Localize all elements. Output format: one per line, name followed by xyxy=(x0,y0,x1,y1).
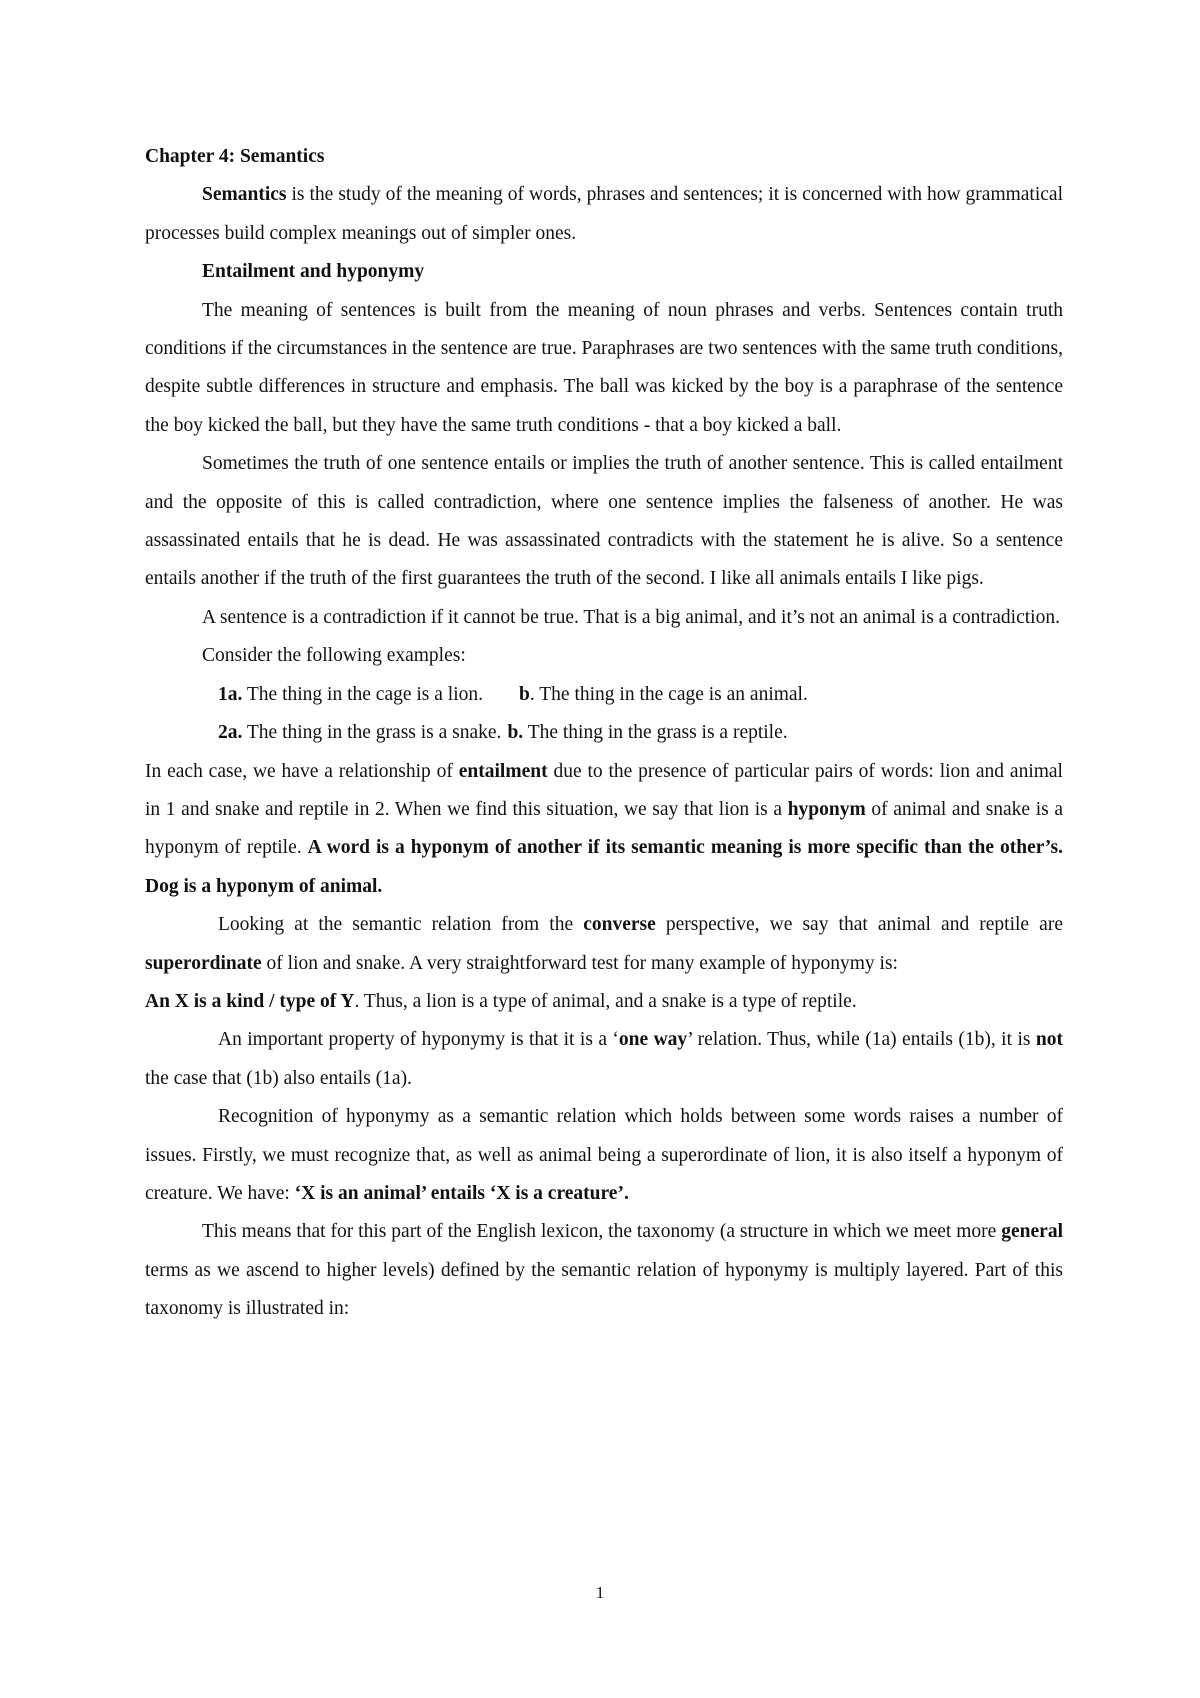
example-1b-label: b xyxy=(519,683,530,705)
paragraph-entailment: Sometimes the truth of one sentence entails or implies the truth of another sentence. This is called entailment and the opposite of this is called contradiction, where one sentence implies the falseness of another. He was assassinated entails that he is dead. He was assassinated contradicts with the statement he is alive. So a sentence entails another if the truth of the first guarantees the truth of the second. I like all animals entails I like pigs. xyxy=(145,453,1063,590)
intro-paragraph xyxy=(145,176,1063,253)
example-1a-label: 1a. xyxy=(218,683,243,705)
chapter-title: Chapter 4: Semantics xyxy=(145,146,325,167)
entailment-term: entailment xyxy=(458,760,548,782)
text-run: Recognition of hyponymy as a semantic relation which holds between some words raises a number of issues. Firstly, we must recognize that, as well as animal being a superordinate of lion, it is also itself a hyponym of creature. We have: xyxy=(145,1106,1063,1204)
converse-term: converse xyxy=(583,914,656,936)
paragraph-taxonomy xyxy=(145,1213,1063,1328)
example-1a-text: The thing in the cage is a lion. xyxy=(242,683,484,705)
text-run: of lion and snake. A very straightforward test for many example of hyponymy is: xyxy=(261,952,898,974)
superordinate-term: superordinate xyxy=(145,952,262,974)
paragraph-hyponym xyxy=(145,753,1063,907)
text-run: ’ relation. Thus, while (1a) entails (1b), it is xyxy=(687,1029,1036,1051)
example-2b-text: The thing in the grass is a reptile. xyxy=(523,722,788,744)
example-2a-label: 2a. xyxy=(218,722,243,744)
document-body xyxy=(145,138,1063,1329)
text-run: Looking at the semantic relation from the xyxy=(218,914,584,936)
text-run: due to the presence of particular pairs of words: lion and animal in 1 and snake and reptile in 2. When we find this situation, we say that lion is a xyxy=(145,760,1063,820)
general-term: general xyxy=(1001,1221,1063,1243)
intro-text: is the study of the meaning of words, phrases and sentences; it is concerned with how grammatical processes build complex meanings out of simpler ones. xyxy=(145,184,1063,244)
text-run: the case that (1b) also entails (1a). xyxy=(145,1067,412,1089)
paragraph-one-way xyxy=(145,1021,1063,1098)
paragraph-recognition xyxy=(145,1098,1063,1213)
paragraph-kind-of-test xyxy=(145,983,1063,1021)
text-run: of animal and snake is a hyponym of reptile. xyxy=(145,798,1064,859)
text-run: This means that for this part of the English lexicon, the taxonomy (a structure in which we meet more xyxy=(202,1221,1002,1243)
example-1 xyxy=(145,676,1063,714)
creature-entailment: ‘X is an animal’ entails ‘X is a creature’. xyxy=(294,1182,629,1204)
one-way-term: one way xyxy=(618,1029,688,1051)
paragraph-truth-conditions: The meaning of sentences is built from the meaning of noun phrases and verbs. Sentences contain truth conditions if the circumstances in the sentence are true. Paraphrases are two sentences with the same truth conditions, despite subtle differences in structure and emphasis. The ball was kicked by the boy is a paraphrase of the sentence the boy kicked the ball, but they have the same truth conditions - that a boy kicked a ball. xyxy=(145,299,1063,436)
hyponym-definition: A word is a hyponym of another if its semantic meaning is more specific than the other’s. Dog is a hyponym of animal. xyxy=(145,837,1063,897)
section-heading: Entailment and hyponymy xyxy=(202,261,425,283)
text-run: In each case, we have a relationship of xyxy=(145,760,459,782)
hyponym-term: hyponym xyxy=(787,798,866,820)
text-run: . Thus, a lion is a type of animal, and a snake is a type of reptile. xyxy=(354,990,857,1012)
paragraph-contradiction: A sentence is a contradiction if it cannot be true. That is a big animal, and it’s not an animal is a contradiction. xyxy=(202,606,1060,628)
page-number: 1 xyxy=(595,1583,605,1602)
paragraph-superordinate xyxy=(145,906,1063,983)
paragraph-examples-intro: Consider the following examples: xyxy=(202,645,466,667)
example-2a-text: The thing in the grass is a snake. xyxy=(242,722,502,744)
text-run: terms as we ascend to higher levels) defined by the semantic relation of hyponymy is multiply layered. Part of this taxonomy is illustrated in: xyxy=(145,1259,1063,1320)
text-run: perspective, we say that animal and reptile are xyxy=(655,914,1063,936)
text-run: An important property of hyponymy is that it is a ‘ xyxy=(218,1029,619,1051)
example-1b-text: . The thing in the cage is an animal. xyxy=(529,683,808,705)
example-2b-label: b. xyxy=(507,722,524,744)
kind-of-test: An X is a kind / type of Y xyxy=(145,990,355,1012)
not-term: not xyxy=(1035,1029,1063,1051)
example-2 xyxy=(145,714,1063,752)
semantics-term: Semantics xyxy=(202,184,287,206)
